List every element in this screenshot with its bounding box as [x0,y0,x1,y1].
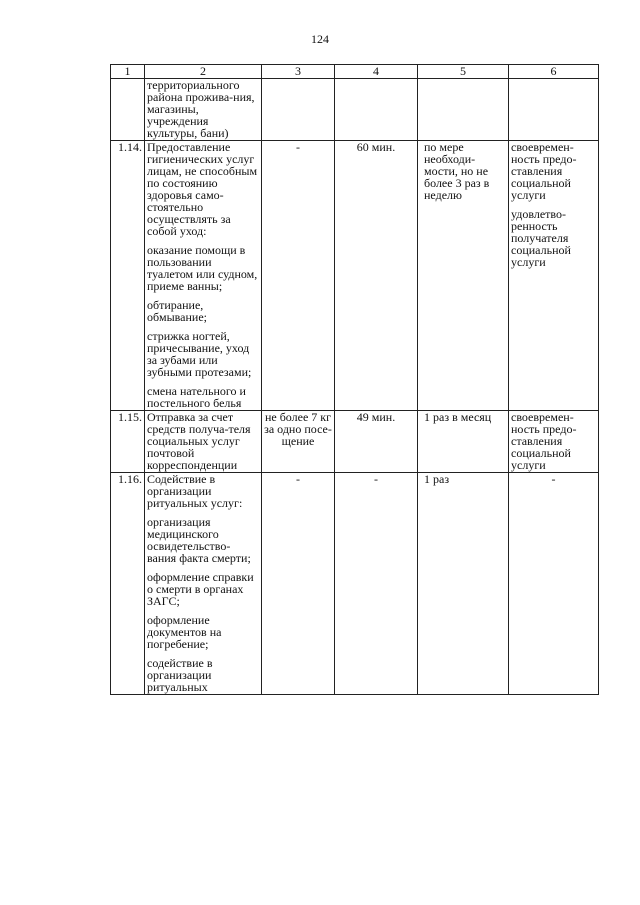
criteria-paragraph: своевремен-ность предо-ставления социальной услуги [511,140,577,202]
frequency-cell: 1 раз [418,473,509,695]
service-paragraph: оказание помощи в пользовании туалетом или судном, приеме ванны; [147,243,258,293]
frequency-cell [418,79,509,141]
row-number-cell: 1.15. [111,411,145,473]
service-paragraph: Содействие в организации ритуальных услуг: [147,472,243,510]
service-description-cell [145,411,262,473]
frequency-cell: по мере необходи-мости, но не более 3 раз в неделю [418,141,509,411]
service-paragraph: стрижка ногтей, причесывание, уход за зубами или зубными протезами; [147,329,252,379]
time-cell: 49 мин. [335,411,418,473]
criteria-cell [509,141,599,411]
time-cell: - [335,473,418,695]
volume-cell: - [262,473,335,695]
service-paragraph: оформление справки о смерти в органах ЗАГС; [147,570,254,608]
row-number-cell: 1.14. [111,141,145,411]
criteria-cell [509,79,599,141]
time-cell: 60 мин. [335,141,418,411]
criteria-paragraph: своевремен-ность предо-ставления социальной услуги [511,410,577,472]
service-paragraph: организация медицинского освидетельство-вания факта смерти; [147,515,251,565]
volume-cell [262,79,335,141]
service-paragraph: обтирание, обмывание; [147,298,207,324]
criteria-cell [509,473,599,695]
table-row [111,473,599,695]
column-header: 5 [418,65,509,79]
criteria-paragraph: - [551,472,556,486]
volume-cell: - [262,141,335,411]
service-paragraph: смена нательного и постельного белья [147,384,246,410]
page-number: 124 [311,32,329,46]
column-header: 1 [111,65,145,79]
row-number-cell [111,79,145,141]
column-header: 3 [262,65,335,79]
service-description-cell [145,473,262,695]
frequency-cell: 1 раз в месяц [418,411,509,473]
volume-cell: не более 7 кг за одно посе-щение [262,411,335,473]
column-header: 6 [509,65,599,79]
service-paragraph: оформление документов на погребение; [147,613,222,651]
criteria-cell [509,411,599,473]
table-row [111,411,599,473]
table-row [111,79,599,141]
column-header: 4 [335,65,418,79]
services-table [110,64,599,695]
service-description-cell [145,79,262,141]
service-paragraph: содействие в организации ритуальных [147,656,213,694]
criteria-paragraph: удовлетво-ренность получателя социальной услуги [511,207,571,269]
table-header-row [111,65,599,79]
service-description-cell [145,141,262,411]
column-header: 2 [145,65,262,79]
service-paragraph: Предоставление гигиенических услуг лицам, не способным по состоянию здоровья само-стоятельно осуществлять за собой уход: [147,140,258,238]
service-paragraph: Отправка за счет средств получа-теля социальных услуг почтовой корреспонденции [147,410,251,472]
table-row [111,141,599,411]
time-cell [335,79,418,141]
row-number-cell: 1.16. [111,473,145,695]
service-paragraph: территориального района прожива-ния, магазины, учреждения культуры, бани) [147,78,255,140]
